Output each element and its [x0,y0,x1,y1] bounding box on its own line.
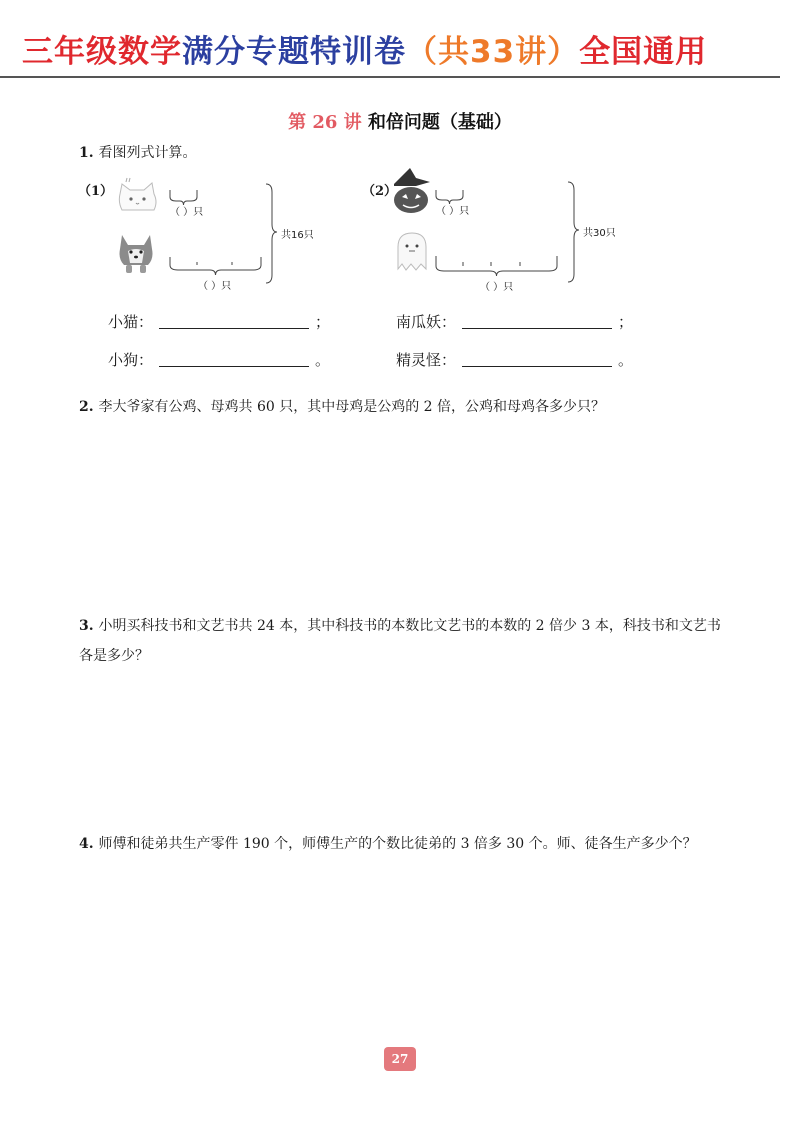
lesson-number: 第 26 讲 [288,112,362,133]
figure-2-top-caption: （ ）只 [436,206,470,217]
answer-label-cat: 小猫： [108,313,154,331]
answer-label-ghost: 精灵怪： [396,351,457,369]
answer-row-pumpkin [396,311,633,332]
answer-punct-dog: 。 [315,351,331,369]
question-4-index: 4. [79,836,94,852]
figure-1-label: （1） [78,184,114,199]
answer-row-cat [108,311,330,332]
ghost-segment [436,256,557,276]
figure-2-label: （2） [362,184,398,199]
question-2-index: 2. [79,399,94,415]
answer-punct-cat: ； [315,313,331,331]
figure-1-bottom-caption: （ ）只 [198,281,232,292]
dog-segment [170,257,261,275]
answer-label-pumpkin: 南瓜妖： [396,313,457,331]
figure-1-total: 共16只 [281,230,314,241]
pumpkin-witch-icon [394,168,430,213]
question-1-index: 1. [79,145,94,161]
question-2-text: 李大爷家有公鸡、母鸡共 60 只，其中母鸡是公鸡的 2 倍，公鸡和母鸡各多少只？ [98,399,606,415]
answer-blank-pumpkin[interactable] [462,314,612,329]
question-3-text: 小明买科技书和文艺书共 24 本，其中科技书的本数比文艺书的本数的 2 倍少 3 本，科技书和文艺书各是多少？ [79,618,721,664]
banner-part-grade: 三年级数学 [22,34,182,70]
question-4 [79,829,729,859]
diagram-layer [0,0,800,400]
answer-punct-ghost: 。 [618,351,634,369]
figure-1-top-caption: （ ）只 [170,207,204,218]
banner-part-subject: 满分专题特训卷 [182,34,406,70]
question-4-text: 师傅和徒弟共生产零件 190 个，师傅生产的个数比徒弟的 3 倍多 30 个。师、徒各生产多少个？ [98,836,697,852]
banner-part-count: （共33讲） [406,34,580,70]
ghost-icon [398,233,426,270]
answer-row-dog [108,349,330,370]
banner-part-scope: 全国通用 [579,34,708,70]
lesson-name: 和倍问题（基础） [367,112,512,133]
total-brace-1 [266,184,277,283]
answer-label-dog: 小狗： [108,351,154,369]
question-3 [79,611,729,671]
total-brace-2 [568,182,579,282]
answer-blank-dog[interactable] [159,352,309,367]
figure-2-total: 共30只 [583,228,616,239]
answer-punct-pumpkin: ； [618,313,634,331]
question-2 [79,392,605,422]
figure-2-bottom-caption: （ ）只 [480,282,514,293]
cat-icon [119,178,156,210]
dog-icon [120,235,153,273]
answer-row-ghost [396,349,633,370]
answer-blank-ghost[interactable] [462,352,612,367]
page-number: 27 [384,1047,416,1071]
answer-blank-cat[interactable] [159,314,309,329]
question-3-index: 3. [79,618,94,634]
question-1-text: 看图列式计算。 [98,145,197,161]
